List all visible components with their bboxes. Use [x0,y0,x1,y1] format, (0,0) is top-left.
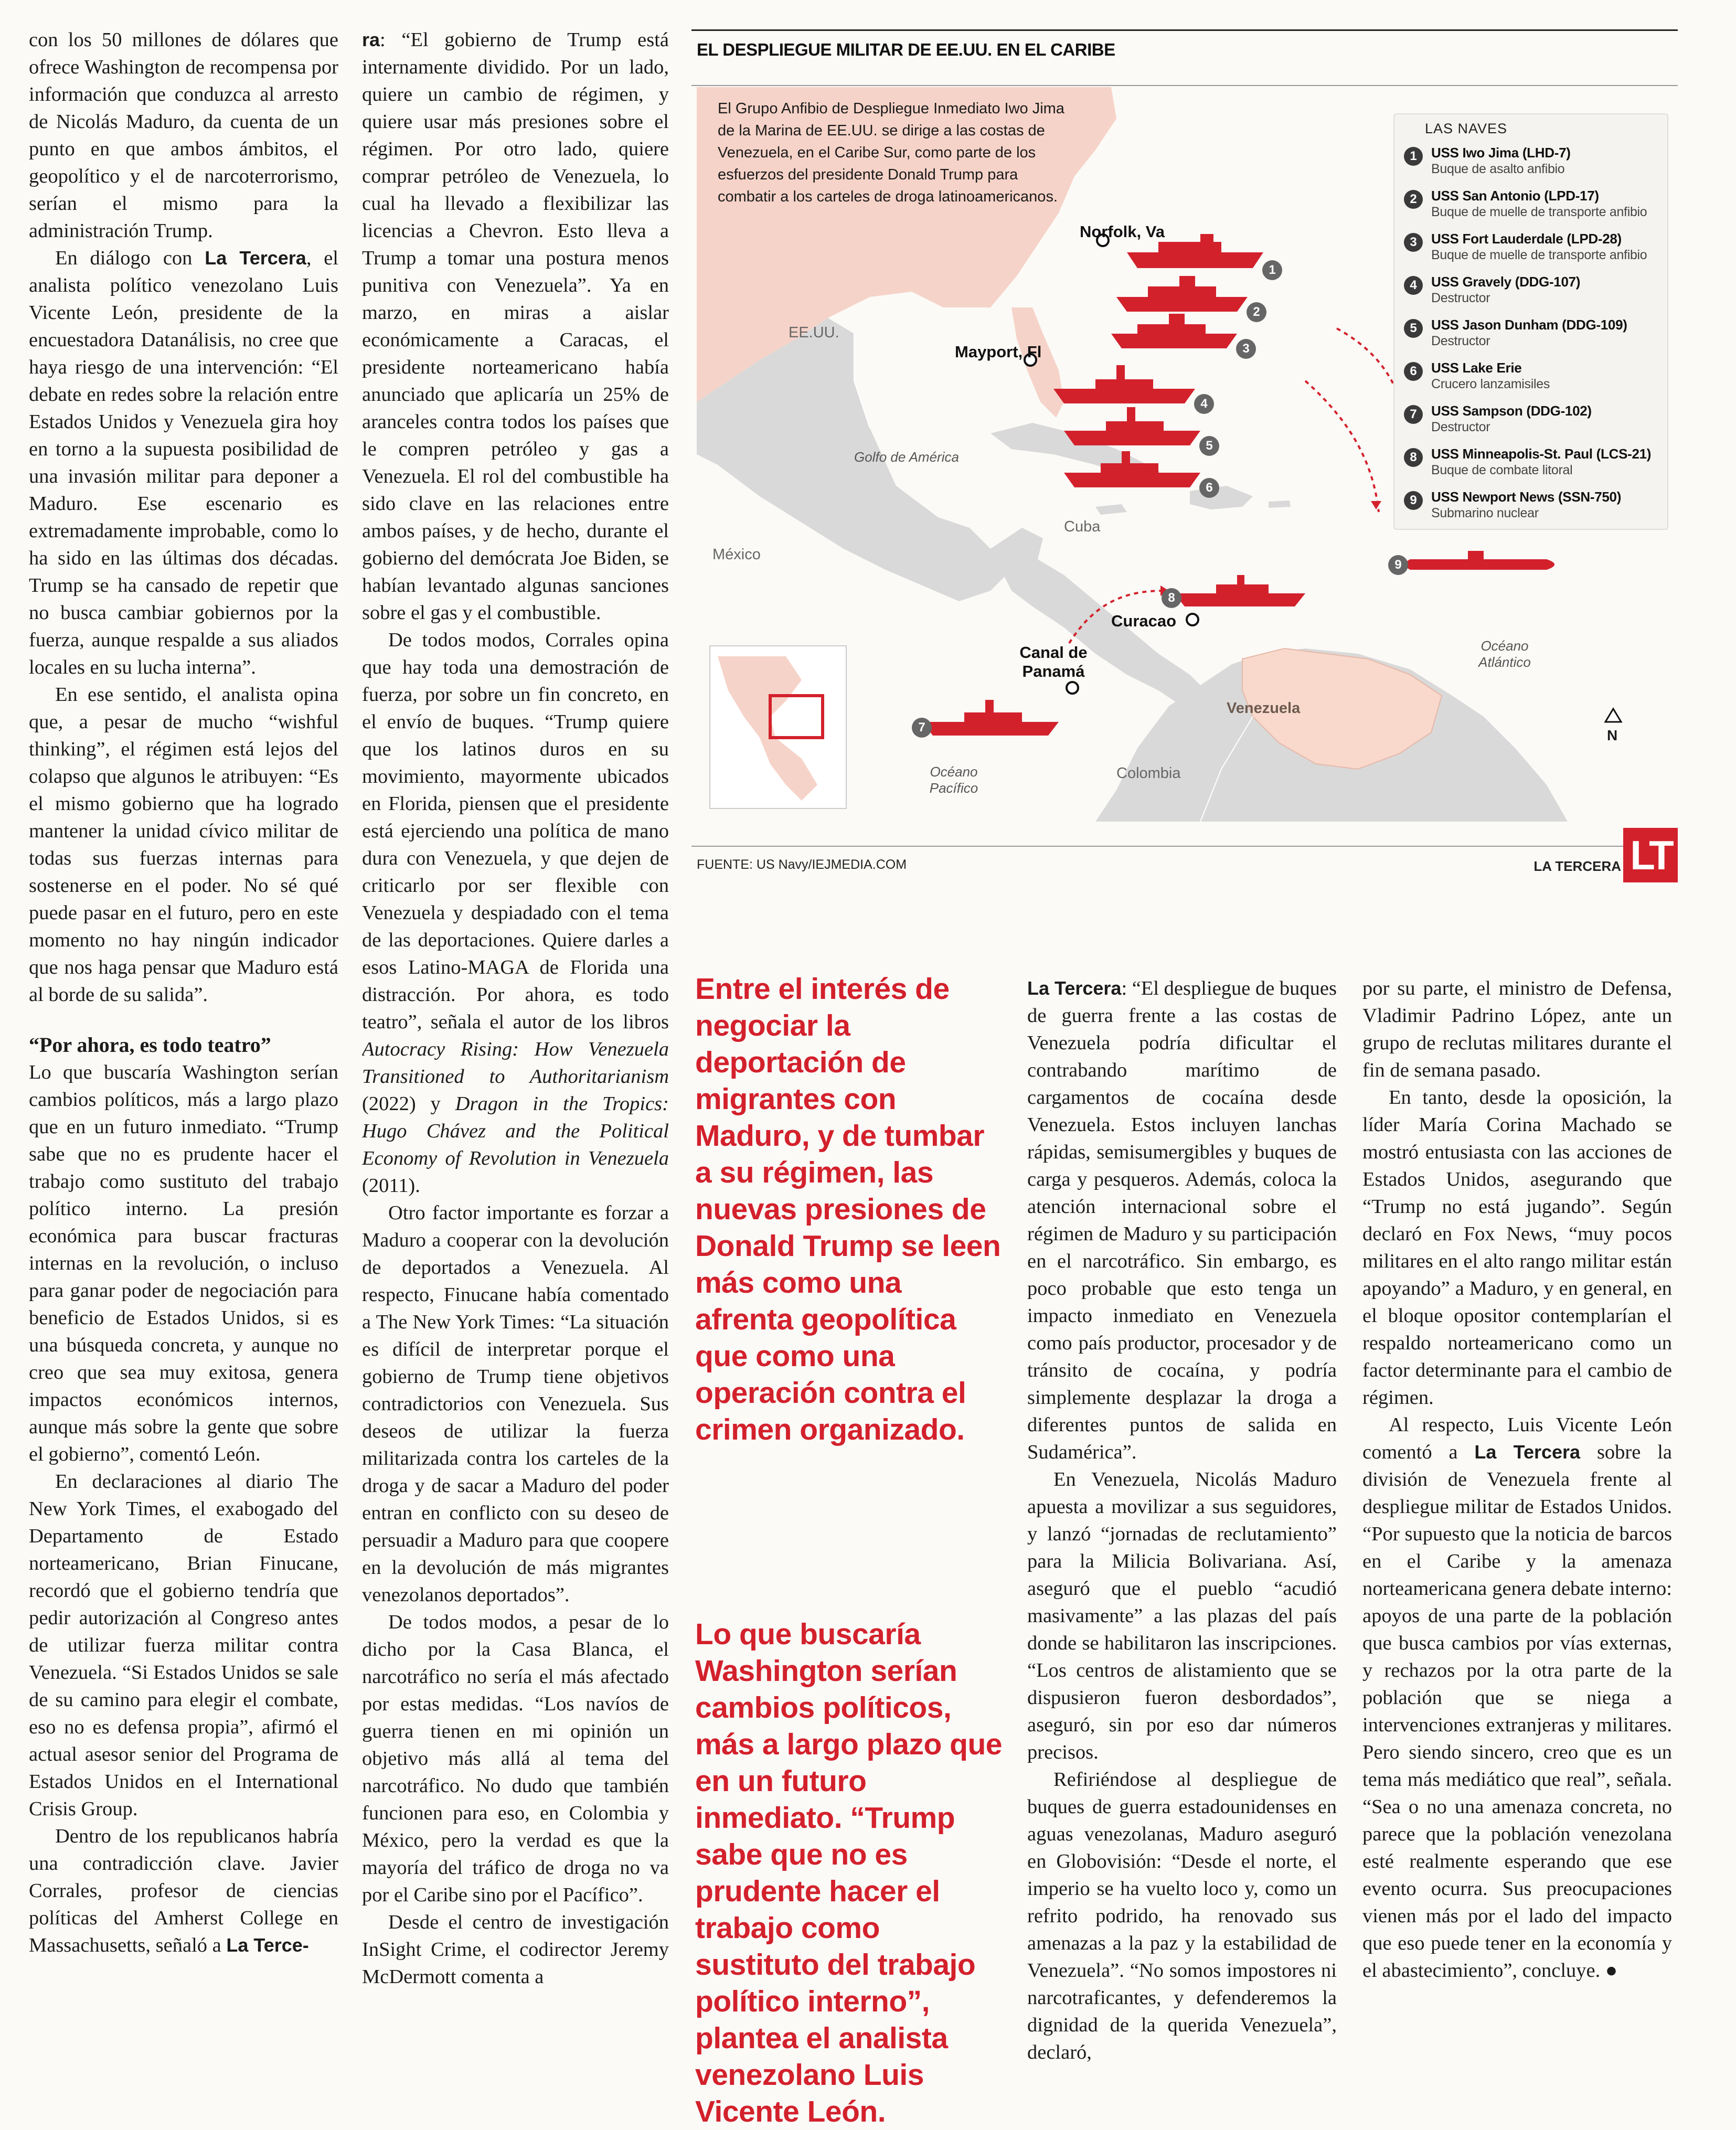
article-column-4 [1362,975,1672,2082]
pull-quote-1: Entre el interés de negociar la deportación de migrantes con Maduro, y de tumbar a su régimen, las nuevas presiones de Donald Trump se leen más como una afrenta geopolítica que como una operación contra el crimen organizado. [695,972,1001,1446]
article-column-2 [362,26,669,2083]
label-colombia: Colombia [1116,765,1181,782]
label-mayport: Mayport, Fl [955,343,1042,361]
infographic [691,29,1678,890]
end-mark: ● [1600,1959,1618,1982]
ships-legend: LAS NAVES 1 USS Iwo Jima (LHD-7) Buque de asalto anfibio 2 USS San Antonio (LPD-17) Buque de muelle de transporte anfibio 3 USS Fort Lauderdale (LPD-28) Buque de muelle de transporte anfibio 4 USS Gravely (DDG-107) Destructor 5 USS Jason Dunham (DDG-109) Destructor 6 USS Lake Erie Crucero lanzamisiles 7 USS Sampson (DDG-102) Destructor 8 USS Minneapolis-St. Paul (LCS-21) Buque de combate litoral 9 USS Newport News (SSN-750) Submarino nuclear [1393,113,1668,530]
col2-para-3: Otro factor importante es forzar a Maduro a cooperar con la devolución de deportados a Venezuela. Al respecto, Finucane había comentado a The New York Times: “La situación es difícil de interpretar porque el gobierno de Trump tiene objetivos contradictorios con Venezuela. Sus deseos de utilizar la fuerza militarizada contra los carteles de la droga y de sacar a Maduro del poder entran en conflicto con su deseo de persuadir a Maduro para que coopere en la devolución de más migrantes venezolanos deportados”. [362,1202,669,1606]
col1-para-1: con los 50 millones de dólares que ofrece Washington de recompensa por información que conduzca al arresto de Nicolás Maduro, da cuenta de un punto en que ambos ámbitos, el geopolítico y el de narcoterrorismo, serían el mismo para la administración Trump. [29,29,338,242]
bottom-rule [691,846,1678,847]
puerto-rico [1269,500,1291,508]
col4-para-1: por su parte, el ministro de Defensa, Vladimir Padrino López, ante un grupo de reclutas militares durante el fin de semana pasado. [1362,977,1672,1081]
ship-9-submarine [1405,551,1554,570]
col3-para-3: Refiriéndose al despliegue de buques de guerra estadounidenses en aguas venezolanas, Maduro aseguró en Globovisión: “Desde el norte, el imperio se ha vuelto loco y, como un refrito podrido, ha renovado sus amenazas a la paz y la estabilidad de Venezuela”. “No somos impostores ni narcotraficantes, y defenderemos la dignidad de la querida Venezuela”, declaró, [1027,1769,1337,2063]
title-rule [691,85,1678,86]
map [697,87,1673,822]
label-venezuela: Venezuela [1227,700,1301,717]
graphic-brand: LA TERCERA [1533,858,1621,874]
badge-9: 9 [1388,555,1408,575]
badge-1: 1 [1262,260,1282,280]
graphic-intro: El Grupo Anfibio de Despliegue Inmediato Iwo Jima de la Marina de EE.UU. se dirige a las costas de Venezuela, en el Caribe Sur, como parte de los esfuerzos del presidente Donald Trump para combatir a los carteles de droga latinoamericanos. [718,100,1064,205]
curacao-dot [1187,614,1198,625]
graphic-title: EL DESPLIEGUE MILITAR DE EE.UU. EN EL CARIBE [697,40,1115,59]
label-atlantico: Océano Atlántico [1478,638,1531,670]
col1-para-6: Dentro de los republicanos habría una contradicción clave. Javier Corrales, profesor de ciencias políticas del Amherst College en Massachusetts, señaló a La Terce- [29,1825,338,1956]
badge-4: 4 [1194,394,1214,414]
col2-para-4: De todos modos, a pesar de lo dicho por la Casa Blanca, el narcotráfico no sería el más afectado por estas medidas. “Los navíos de guerra tienen en mi opinión un objetivo más allá al tema del narcotráfico. No dudo que también funcionen para eso, en Colombia y México, pero la verdad es que la mayoría del tráfico de droga no va por el Caribe sino por el Pacífico”. [362,1611,669,1906]
panama-dot [1067,682,1078,694]
badge-5: 5 [1199,436,1219,456]
ship-5 [1064,407,1200,445]
col1-para-2: En diálogo con La Tercera, el analista político venezolano Luis Vicente León, presidente de la encuestadora Datanálisis, no cree que haya riesgo de una intervención: “El debate en redes sobre la relación entre Estados Unidos y Venezuela gira hoy en torno a la supuesta posibilidad de una invasión militar para deponer a Maduro. Ese escenario es extremadamente improbable, como lo ha sido en las últimas dos décadas. Trump se ha cansado de repetir que no busca cambiar gobiernos por la fuerza, aunque respalde a sus aliados locales en su lucha interna”. [29,247,338,678]
badge-7: 7 [912,718,932,738]
ship-2 [1116,276,1248,312]
col3-para-2: En Venezuela, Nicolás Maduro apuesta a movilizar a sus seguidores, y lanzó “jornadas de reclutamiento” para la Milicia Bolivariana. Así, aseguró que el pueblo “acudió masivamente” a las plazas del país donde se habilitaron las inscripciones. “Los centros de alistamiento que se dispusieron fueron desbordados”, aseguró, sin por eso dar números precisos. [1027,1468,1337,1763]
col2-para-2: De todos modos, Corrales opina que hay toda una demostración de fuerza, por sobre un fin concreto, en el envío de buques. “Trump quiere que los latinos duros en su movimiento, mayormente ubicados en Florida, piensen que el presidente está ejerciendo una política de mano dura con Venezuela, y que dejen de criticarlo por ser flexible con Venezuela y despiadado con el tema de las deportaciones. Quiere darles a esos Latino-MAGA de Florida una distracción. Por ahora, es todo teatro”, señala el autor de los libros Autocracy Rising: How Venezuela Transitioned to Authoritarianism (2022) y Dragon in the Tropics: Hugo Chávez and the Political Economy of Revolution in Venezuela (2011). [362,629,669,1197]
label-eeuu: EE.UU. [789,324,839,341]
col2-para-1: ra: “El gobierno de Trump está internamente dividido. Por un lado, quiere un cambio de régimen, y quiere usar más presiones sobre el régimen. Por otro lado, quiere comprar petróleo de Venezuela, lo cual ha llevado a flexibilizar las licencias a Chevron. Esto lleva a Trump a tomar una postura menos punitiva con Venezuela”. Ya en marzo, en miras a aislar económicamente a Caracas, el presidente norteamericano había anunciado que aplicaría un 25% de aranceles contra todos los países que le compren petróleo y gas a Venezuela. El rol del combustible ha sido clave en las relaciones entre ambos países, y de hecho, durante el gobierno del demócrata Joe Biden, se habían levantado algunas sanciones sobre el gas y el combustible. [362,29,669,624]
pull-quote-2: Lo que buscaría Washington serían cambios políticos, más a largo plazo que en un futuro inmediato. “Trump sabe que no es prudente hacer el trabajo como sustituto del trabajo político interno”, plantea el analista venezolano Luis Vicente León. [695,1617,1002,2128]
label-canal: Canal de Panamá [1019,643,1088,680]
badge-6: 6 [1199,478,1219,498]
article-column-1 [29,26,338,2083]
north-label: N [1607,727,1618,743]
label-norfolk: Norfolk, Va [1080,222,1165,241]
col3-para-1: La Tercera: “El despliegue de buques de guerra frente a las costas de Venezuela podría dificultar el contrabando marítimo de cargamentos de cocaína desde Venezuela. Estos incluyen lanchas rápidas, semisumergibles y buques de carga y pesqueros. Además, coloca la atención internacional sobre el régimen de Maduro y su participación en el narcotráfico. Sin embargo, es poco probable que esto tenga un impacto inmediato en Venezuela como país productor, procesador y de tránsito de cocaína, y podría simplemente desplazar la droga a diferentes puntos de salida en Sudamérica”. [1027,977,1337,1463]
col1-para-4: Lo que buscaría Washington serían cambios políticos, más a largo plazo que en un futuro inmediato. “Trump sabe que no es prudente hacer el trabajo como sustituto del trabajo político interno. La presión económica para buscar fracturas internas en la revolución, o incluso para ganar poder de negociación para beneficio de Estados Unidos, si es una búsqueda concreta, y aunque no creo que sea muy exitosa, genera impactos económicos internos, aunque más sobre la gente que sobre el gobierno”, comentó León. [29,1061,338,1465]
inset-map [710,646,846,808]
label-golfo: Golfo de América [854,449,959,465]
col4-para-3: Al respecto, Luis Vicente León comentó a La Tercera sobre la división de Venezuela frente al despliegue militar de Estados Unidos. “Por supuesto que la noticia de barcos en el Caribe y la amenaza norteamericana genera debate interno: apoyos de una parte de la población que busca cambios por vías externas, y rechazos por la otra parte de la población que se niega a intervenciones extranjeras y militares. Pero siendo sincero, creo que es un tema más mediático que real”, señala. “Sea o no una amenaza concreta, no parece que la población venezolana esté realmente esperando que ese evento ocurra. Sus preocupaciones vienen más por el lado del impacto que eso puede tener en la economía y el abastecimiento”, concluye. ● [1362,1414,1672,1982]
ship-3 [1111,314,1237,348]
col1-para-5: En declaraciones al diario The New York Times, el exabogado del Departamento de Estado norteamericano, Brian Finucane, recordó que el gobierno tendría que pedir autorización al Congreso antes de utilizar fuerza militar contra Venezuela. “Si Estados Unidos se sale de su camino para elegir el combate, eso no es defensa propia”, afirmó el actual asesor senior del Programa de Estados Unidos en el International Crisis Group. [29,1471,338,1820]
badge-8: 8 [1162,588,1181,608]
label-curacao: Curacao [1111,612,1177,630]
legend-title: LAS NAVES [1425,121,1508,136]
florida [1011,307,1064,418]
article-column-3 [1027,975,1337,2082]
label-mexico: México [712,546,761,563]
central-america [991,528,1211,711]
top-rule [691,29,1678,31]
ship-8 [1174,575,1305,606]
jamaica [1095,504,1127,515]
ship-7 [922,700,1059,736]
la-tercera-logo: LT [1623,828,1678,882]
badge-2: 2 [1247,302,1266,322]
col4-para-2: En tanto, desde la oposición, la líder María Corina Machado se mostró entusiasta con las acciones de Estados Unidos, asegurando que “Trump no está jugando”. Según declaró en Fox News, “muy pocos militares en el alto rango militar están apoyando” a Maduro, y en general, en el bloque opositor contemplarían el respaldo norteamericano como un factor determinante para el cambio de régimen. [1362,1087,1672,1409]
north-arrow [1605,709,1621,722]
ship-4 [1053,365,1195,403]
label-cuba: Cuba [1064,518,1101,535]
route-east-2 [1305,381,1379,512]
graphic-source: FUENTE: US Navy/IEJMEDIA.COM [697,857,907,872]
subhead: “Por ahora, es todo teatro” [29,1033,271,1057]
col1-para-3: En ese sentido, el analista opina que, a pesar de mucho “wishful thinking”, el régimen está lejos del colapso que algunos le atribuyen: “Es el mismo gobierno que ha logrado mantener la unidad cívico militar de todas sus fuerzas internas para sostenerse en el poder. No sé qué puede pasar en el futuro, pero en este momento no hay ningún indicador que nos haga pensar que Maduro está al borde de su salida”. [29,684,338,1006]
label-pacifico: Océano Pacífico [929,764,978,796]
badge-3: 3 [1236,339,1256,359]
col2-para-5: Desde el centro de investigación InSight Crime, el codirector Jeremy McDermott comenta a [362,1911,669,1988]
